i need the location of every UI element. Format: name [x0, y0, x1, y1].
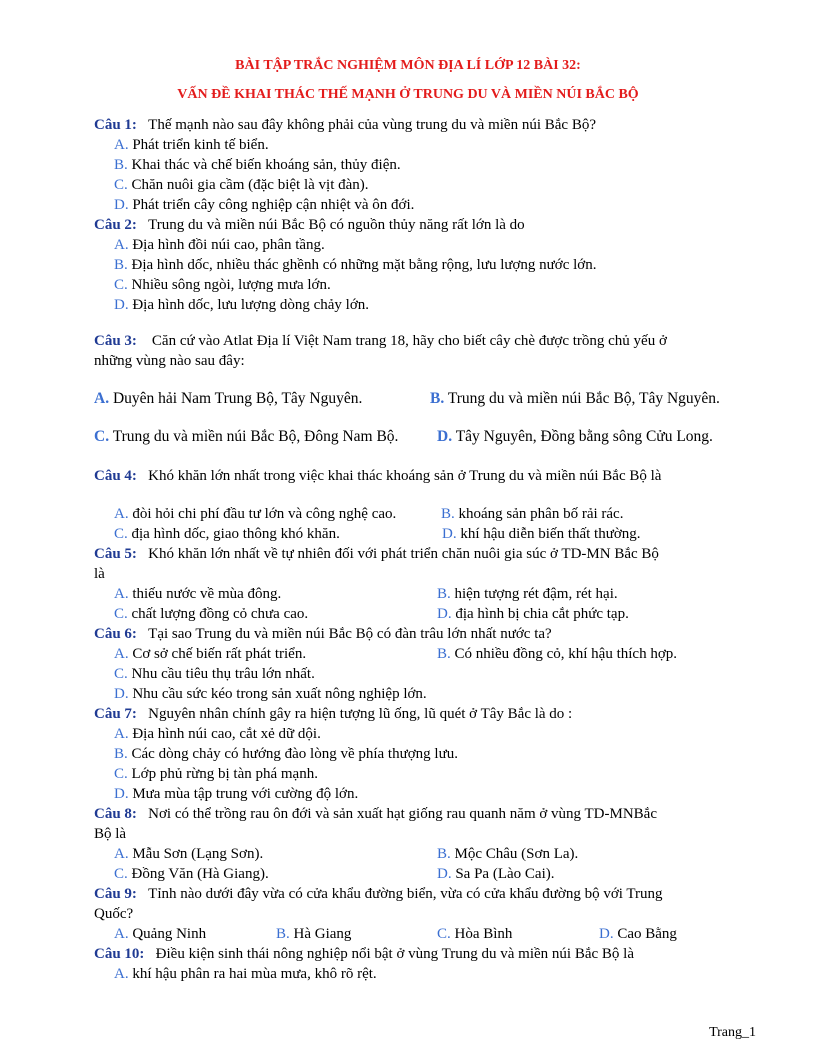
option-a: A. Phát triển kinh tế biển. — [114, 137, 269, 153]
question-text: Căn cứ vào Atlat Địa lí Việt Nam trang 18, hãy cho biết cây chè được trồng chủ yếu ở — [151, 333, 667, 349]
option-d: D. Phát triển cây công nghiệp cận nhiệt và ôn đới. — [114, 197, 415, 213]
question-4 — [94, 467, 661, 485]
question-number: Câu 5: — [94, 546, 137, 562]
question-10 — [94, 945, 634, 963]
option-a: A. Cơ sở chế biến rất phát triển. — [114, 646, 307, 662]
option-a: A. Quảng Ninh — [114, 926, 207, 942]
option-b: B. hiện tượng rét đậm, rét hại. — [437, 586, 618, 602]
option-c: C. Trung du và miền núi Bắc Bộ, Đông Nam Bộ. — [94, 428, 399, 445]
question-7 — [94, 705, 572, 723]
question-5-continued: là — [94, 566, 105, 582]
question-6 — [94, 625, 552, 643]
option-a: A. thiếu nước về mùa đông. — [114, 586, 282, 602]
option-d: D. khí hậu diễn biến thất thường. — [442, 526, 641, 542]
question-text: Tỉnh nào dưới đây vừa có cửa khẩu đường biển, vừa có cửa khẩu đường bộ với Trung — [148, 886, 663, 902]
question-5 — [94, 545, 659, 563]
question-number: Câu 3: — [94, 333, 137, 349]
question-3 — [94, 332, 667, 350]
option-d: D. Nhu cầu sức kéo trong sản xuất nông nghiệp lớn. — [114, 686, 427, 702]
question-number: Câu 6: — [94, 626, 137, 642]
question-8 — [94, 805, 657, 823]
question-number: Câu 2: — [94, 217, 137, 233]
option-b: B. Trung du và miền núi Bắc Bộ, Tây Nguyên. — [430, 390, 720, 407]
page-number: Trang_1 — [709, 1025, 756, 1040]
question-text: Thế mạnh nào sau đây không phải của vùng trung du và miền núi Bắc Bộ? — [148, 117, 596, 133]
option-c: C. Hòa Bình — [437, 926, 513, 942]
question-2 — [94, 216, 525, 234]
option-a: A. Địa hình núi cao, cắt xẻ dữ dội. — [114, 726, 321, 742]
option-a: A. khí hậu phân ra hai mùa mưa, khô rõ rệt. — [114, 966, 377, 982]
document-title: BÀI TẬP TRẮC NGHIỆM MÔN ĐỊA LÍ LỚP 12 BÀI 32: — [235, 58, 581, 73]
option-b: B. Mộc Châu (Sơn La). — [437, 846, 579, 862]
option-b: B. khoáng sản phân bố rải rác. — [441, 506, 624, 522]
document-subtitle: VẤN ĐỀ KHAI THÁC THẾ MẠNH Ở TRUNG DU VÀ MIỀN NÚI BẮC BỘ — [177, 87, 639, 102]
question-number: Câu 4: — [94, 468, 137, 484]
question-number: Câu 8: — [94, 806, 137, 822]
option-c: C. Nhiều sông ngòi, lượng mưa lớn. — [114, 277, 331, 293]
question-text: Nguyên nhân chính gây ra hiện tượng lũ ống, lũ quét ở Tây Bắc là do : — [148, 706, 573, 722]
question-number: Câu 1: — [94, 117, 137, 133]
question-8-continued: Bộ là — [94, 826, 127, 842]
question-text: Khó khăn lớn nhất trong việc khai thác khoáng sản ở Trung du và miền núi Bắc Bộ là — [148, 468, 662, 484]
option-d: D. Tây Nguyên, Đồng bằng sông Cửu Long. — [437, 428, 713, 445]
option-b: B. Địa hình dốc, nhiều thác ghềnh có những mặt bằng rộng, lưu lượng nước lớn. — [114, 257, 597, 273]
question-9-continued: Quốc? — [94, 906, 134, 922]
question-number: Câu 9: — [94, 886, 137, 902]
option-d: D. Sa Pa (Lào Cai). — [437, 866, 555, 882]
option-a: A. đòi hỏi chi phí đầu tư lớn và công nghệ cao. — [114, 506, 397, 522]
option-a: A. Địa hình đồi núi cao, phân tầng. — [114, 237, 325, 253]
option-c: C. Nhu cầu tiêu thụ trâu lớn nhất. — [114, 666, 315, 682]
option-a: A. Mẫu Sơn (Lạng Sơn). — [114, 846, 264, 862]
option-b: B. Các dòng chảy có hướng đào lòng về phía thượng lưu. — [114, 746, 458, 762]
question-9 — [94, 885, 663, 903]
question-text: Nơi có thể trồng rau ôn đới và sản xuất hạt giống rau quanh năm ở vùng TD-MNBắc — [148, 806, 657, 822]
option-d: D. Cao Bằng — [599, 926, 677, 942]
option-c: C. Đồng Văn (Hà Giang). — [114, 866, 269, 882]
option-b: B. Có nhiều đồng cỏ, khí hậu thích hợp. — [437, 646, 678, 662]
question-number: Câu 7: — [94, 706, 137, 722]
option-c: C. địa hình dốc, giao thông khó khăn. — [114, 526, 340, 542]
question-text: Khó khăn lớn nhất về tự nhiên đối với phát triển chăn nuôi gia súc ở TD-MN Bắc Bộ — [148, 546, 659, 562]
option-d: D. địa hình bị chia cắt phức tạp. — [437, 606, 629, 622]
option-d: D. Mưa mùa tập trung với cường độ lớn. — [114, 786, 359, 802]
option-c: C. chất lượng đồng cỏ chưa cao. — [114, 606, 309, 622]
question-text: Tại sao Trung du và miền núi Bắc Bộ có đàn trâu lớn nhất nước ta? — [148, 626, 552, 642]
option-c: C. Lớp phủ rừng bị tàn phá mạnh. — [114, 766, 318, 782]
question-1 — [94, 116, 596, 134]
question-3-continued: những vùng nào sau đây: — [94, 353, 245, 369]
question-text: Điều kiện sinh thái nông nghiệp nổi bật ở vùng Trung du và miền núi Bắc Bộ là — [155, 946, 634, 962]
question-text: Trung du và miền núi Bắc Bộ có nguồn thủy năng rất lớn là do — [148, 217, 525, 233]
option-a: A. Duyên hải Nam Trung Bộ, Tây Nguyên. — [94, 390, 363, 407]
option-b: B. Khai thác và chế biến khoáng sản, thủy điện. — [114, 157, 401, 173]
option-b: B. Hà Giang — [276, 926, 352, 942]
question-number: Câu 10: — [94, 946, 145, 962]
option-d: D. Địa hình dốc, lưu lượng dòng chảy lớn. — [114, 297, 370, 313]
option-c: C. Chăn nuôi gia cầm (đặc biệt là vịt đàn). — [114, 177, 369, 193]
